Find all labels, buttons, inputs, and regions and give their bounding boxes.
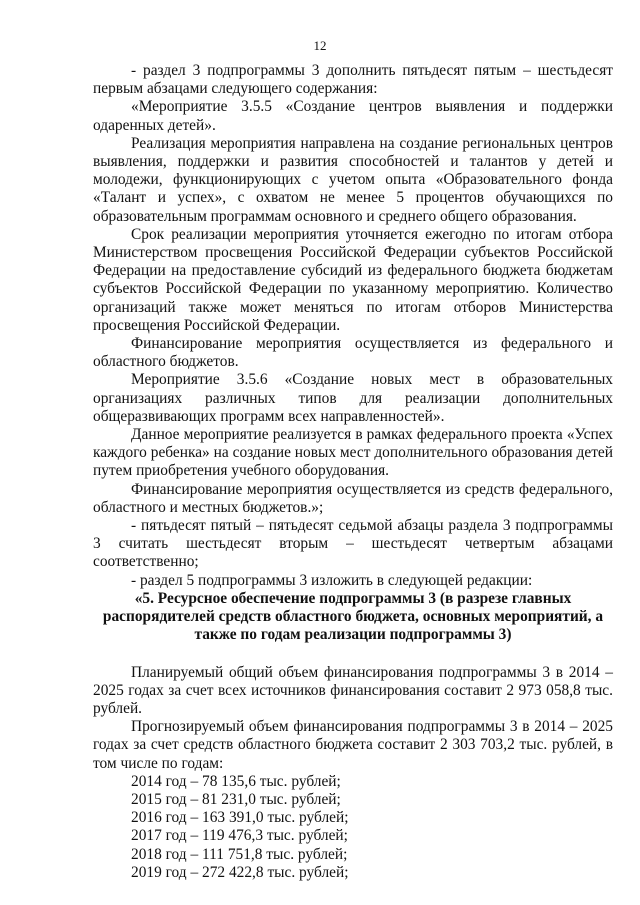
paragraph: - раздел 5 подпрограммы 3 изложить в следующей редакции: xyxy=(131,571,533,589)
paragraph: - пятьдесят пятый – пятьдесят седьмой абзацы раздела 3 подпрограммы 3 считать шестьдесят вторым – шестьдесят четвертым абзацами соответственно; xyxy=(93,517,613,571)
paragraph: Финансирование мероприятия осуществляется из средств федерального, областного и местных бюджетов.»; xyxy=(93,480,613,516)
year-funding-item: 2017 год – 119 476,3 тыс. рублей; xyxy=(131,827,348,845)
year-funding-item: 2016 год – 163 391,0 тыс. рублей; xyxy=(131,809,349,827)
paragraph: - раздел 3 подпрограммы 3 дополнить пятьдесят пятым – шестьдесят первым абзацами следующего содержания: xyxy=(93,62,613,98)
paragraph: Мероприятие 3.5.6 «Создание новых мест в образовательных организациях различных типов для реализации дополнительных общеразвивающих программ всех направленностей». xyxy=(93,371,613,425)
document-body xyxy=(93,62,613,882)
year-funding-item: 2014 год – 78 135,6 тыс. рублей; xyxy=(131,772,341,790)
funding-paragraph: Планируемый общий объем финансирования подпрограммы 3 в 2014 – 2025 годах за счет всех источников финансирования составит 2 973 058,8 тыс. рублей. xyxy=(93,663,613,717)
funding-paragraph: Прогнозируемый объем финансирования подпрограммы 3 в 2014 – 2025 годах за счет средств областного бюджета составит 2 303 703,2 тыс. рублей, в том числе по годам: xyxy=(93,718,613,772)
paragraph: Срок реализации мероприятия уточняется ежегодно по итогам отбора Министерством просвещения Российской Федерации субъектов Российской Федерации на предоставление субсидий из федерального бюджета бюджетам субъектов Российской Федерации по указанному мероприятию. Количество организаций также может меняться по итогам отборов Министерства просвещения Российской Федерации. xyxy=(93,225,613,334)
yearly-funding-list xyxy=(131,773,613,882)
paragraph: «Мероприятие 3.5.5 «Создание центров выявления и поддержки одаренных детей». xyxy=(93,98,613,134)
year-funding-item: 2019 год – 272 422,8 тыс. рублей; xyxy=(131,863,349,881)
paragraph: Финансирование мероприятия осуществляется из федерального и областного бюджетов. xyxy=(93,335,613,371)
year-funding-item: 2018 год – 111 751,8 тыс. рублей; xyxy=(131,845,348,863)
page-number: 12 xyxy=(313,38,327,53)
paragraph: Данное мероприятие реализуется в рамках федерального проекта «Успех каждого ребенка» на создание новых мест дополнительного образования детей путем приобретения учебного оборудования. xyxy=(93,426,613,480)
section-heading: «5. Ресурсное обеспечение подпрограммы 3 (в разрезе главных распорядителей средств областного бюджета, основных мероприятий, а также по годам реализации подпрограммы 3) xyxy=(102,589,604,644)
year-funding-item: 2015 год – 81 231,0 тыс. рублей; xyxy=(131,790,341,808)
paragraph: Реализация мероприятия направлена на создание региональных центров выявления, поддержки и развития способностей и талантов у детей и молодежи, функционирующих с учетом опыта «Образовательного фонда «Талант и успех», с охватом не менее 5 процентов обучающихся по образовательным программам основного и среднего общего образования. xyxy=(93,134,613,225)
